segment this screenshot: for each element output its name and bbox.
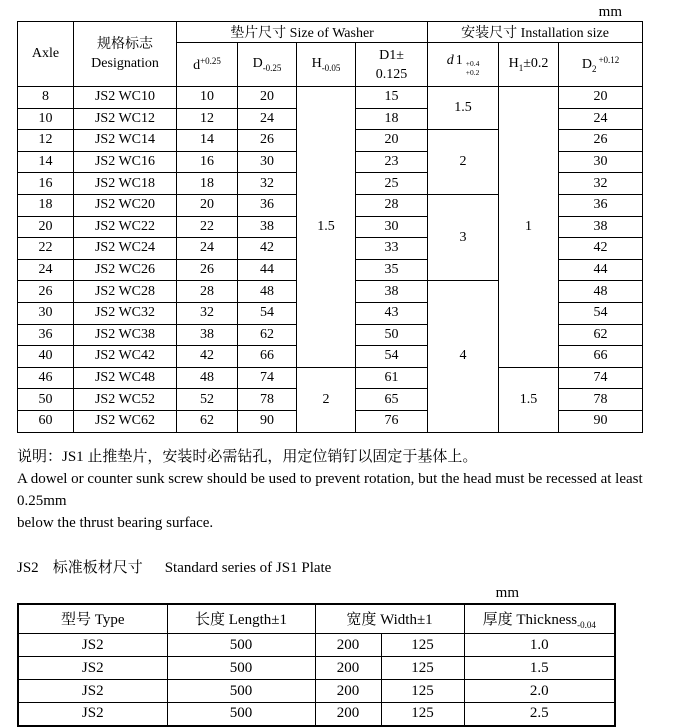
col-header-length: 长度 Length±1 [167,604,315,634]
cell-designation: JS2 WC12 [74,108,177,130]
cell-designation: JS2 WC18 [74,173,177,195]
cell-axle: 26 [18,281,74,303]
cell-width-b: 125 [381,680,464,703]
cell-D: 36 [238,194,297,216]
d1-tolerance-stack [466,59,480,77]
cell-D: 42 [238,238,297,260]
cell-d1-merged: 1.5 [428,87,499,130]
cell-d: 20 [177,194,238,216]
cell-length: 500 [167,703,315,726]
cell-designation: JS2 WC62 [74,410,177,432]
cell-D1: 35 [356,259,428,281]
cell-D1: 15 [356,87,428,109]
D-symbol: D [252,56,263,71]
cell-designation: JS2 WC28 [74,281,177,303]
cell-d: 38 [177,324,238,346]
note-english-line2: below the thrust bearing surface. [17,514,214,531]
cell-thickness: 2.0 [464,680,615,703]
H-symbol: H [311,56,322,71]
cell-designation: JS2 WC32 [74,302,177,324]
cell-D2: 78 [559,389,643,411]
section2-heading [17,560,680,577]
table-row [18,367,643,389]
cell-D: 48 [238,281,297,303]
plate-size-table [17,603,616,727]
cell-designation: JS2 WC38 [74,324,177,346]
cell-D: 44 [238,259,297,281]
col-header-d1 [428,43,499,87]
cell-D2: 26 [559,130,643,152]
D1-symbol: D1± [379,47,404,63]
cell-D1: 61 [356,367,428,389]
cell-D: 20 [238,87,297,109]
cell-width-a: 200 [315,680,381,703]
cell-D1: 65 [356,389,428,411]
cell-D: 90 [238,410,297,432]
H1-symbol: H [508,56,519,71]
cell-D1: 33 [356,238,428,260]
cell-H1-merged: 1 [499,87,559,368]
cell-d1-merged: 2 [428,130,499,195]
cell-type: JS2 [18,657,167,680]
col-header-D2 [559,43,643,87]
D2-tolerance: +0.12 [598,55,620,65]
cell-D: 78 [238,389,297,411]
D2-symbol: D [581,57,592,72]
table-row [18,87,643,109]
cell-D1: 18 [356,108,428,130]
cell-d: 12 [177,108,238,130]
table-row [18,657,615,680]
cell-designation: JS2 WC14 [74,130,177,152]
cell-axle: 60 [18,410,74,432]
cell-designation: JS2 WC16 [74,151,177,173]
cell-axle: 36 [18,324,74,346]
table1-group-header-row [18,22,643,43]
d1-tolerance-upper: +0.4 [465,58,480,68]
d1-symbol: d [446,52,454,68]
cell-D: 74 [238,367,297,389]
cell-axle: 30 [18,302,74,324]
designation-en: Designation [91,56,159,71]
d1-number: 1 [455,52,463,68]
H-tolerance: -0.05 [321,63,341,73]
cell-axle: 16 [18,173,74,195]
cell-axle: 50 [18,389,74,411]
cell-D: 38 [238,216,297,238]
cell-D1: 50 [356,324,428,346]
cell-D2: 38 [559,216,643,238]
H1-subscript: 1 [518,63,524,73]
note-english [17,468,680,534]
cell-type: JS2 [18,680,167,703]
cell-D1: 28 [356,194,428,216]
d-symbol: d [193,57,201,73]
group-header-washer-size: 垫片尺寸 Size of Washer [177,22,428,43]
col-header-designation [74,22,177,87]
cell-width-a: 200 [315,703,381,726]
cell-designation: JS2 WC26 [74,259,177,281]
cell-D2: 90 [559,410,643,432]
col-header-d [177,43,238,87]
note-chinese: 说明：JS1 止推垫片，安装时必需钻孔，用定位销钉以固定于基体上。 [17,448,478,465]
cell-length: 500 [167,680,315,703]
D1-tolerance: 0.125 [375,66,408,82]
cell-D2: 66 [559,346,643,368]
cell-D: 30 [238,151,297,173]
cell-D2: 24 [559,108,643,130]
section2-title-cn: 标准板材尺寸 [52,559,143,576]
cell-designation: JS2 WC20 [74,194,177,216]
cell-width-b: 125 [381,657,464,680]
cell-D1: 76 [356,410,428,432]
table2-header-row [18,604,615,634]
cell-d: 42 [177,346,238,368]
cell-designation: JS2 WC24 [74,238,177,260]
table-row [18,634,615,657]
note-english-line1: A dowel or counter sunk screw should be used to prevent rotation, but the head must be recessed at least 0.25mm [17,470,643,509]
cell-d1-merged: 3 [428,194,499,280]
cell-d: 28 [177,281,238,303]
cell-D1: 23 [356,151,428,173]
cell-D: 62 [238,324,297,346]
cell-axle: 46 [18,367,74,389]
cell-type: JS2 [18,634,167,657]
cell-D2: 30 [559,151,643,173]
section2-title-en: Standard series of JS1 Plate [164,559,332,576]
cell-D2: 20 [559,87,643,109]
cell-axle: 20 [18,216,74,238]
cell-width-a: 200 [315,634,381,657]
D-tolerance: -0.25 [262,63,282,73]
cell-type: JS2 [18,703,167,726]
cell-axle: 14 [18,151,74,173]
cell-thickness: 1.0 [464,634,615,657]
cell-D1: 30 [356,216,428,238]
d-tolerance: +0.25 [200,55,221,66]
col-header-D [238,43,297,87]
table-row [18,680,615,703]
cell-d: 26 [177,259,238,281]
cell-H-merged: 1.5 [297,87,356,368]
col-header-H1 [499,43,559,87]
cell-D2: 74 [559,367,643,389]
cell-axle: 22 [18,238,74,260]
cell-d: 52 [177,389,238,411]
cell-D2: 32 [559,173,643,195]
cell-thickness: 2.5 [464,703,615,726]
col-header-type: 型号 Type [18,604,167,634]
cell-D2: 48 [559,281,643,303]
cell-d1-merged: 4 [428,281,499,432]
cell-designation: JS2 WC42 [74,346,177,368]
cell-D: 24 [238,108,297,130]
cell-D: 26 [238,130,297,152]
D2-subscript: 2 [591,64,597,74]
cell-designation: JS2 WC48 [74,367,177,389]
cell-d: 16 [177,151,238,173]
cell-axle: 8 [18,87,74,109]
cell-D: 32 [238,173,297,195]
cell-H1-merged: 1.5 [499,367,559,432]
unit-label-top: mm [598,4,622,20]
cell-D2: 54 [559,302,643,324]
cell-d: 14 [177,130,238,152]
cell-axle: 18 [18,194,74,216]
cell-d: 22 [177,216,238,238]
H1-tolerance: ±0.2 [523,56,549,71]
designation-cn: 规格标志 [97,37,153,52]
col-header-width: 宽度 Width±1 [315,604,464,634]
cell-d: 48 [177,367,238,389]
cell-length: 500 [167,657,315,680]
cell-axle: 10 [18,108,74,130]
col-header-axle: Axle [18,22,74,87]
cell-D2: 62 [559,324,643,346]
cell-d: 32 [177,302,238,324]
cell-designation: JS2 WC10 [74,87,177,109]
cell-axle: 40 [18,346,74,368]
cell-D1: 38 [356,281,428,303]
cell-width-b: 125 [381,634,464,657]
cell-designation: JS2 WC22 [74,216,177,238]
cell-D1: 43 [356,302,428,324]
table-row [18,703,615,726]
cell-width-b: 125 [381,703,464,726]
section2-code: JS2 [17,559,39,576]
cell-d: 24 [177,238,238,260]
thickness-tolerance: -0.04 [577,619,596,630]
cell-designation: JS2 WC52 [74,389,177,411]
cell-length: 500 [167,634,315,657]
cell-D1: 20 [356,130,428,152]
cell-width-a: 200 [315,657,381,680]
col-header-D1 [356,43,428,87]
cell-d: 10 [177,87,238,109]
cell-D2: 42 [559,238,643,260]
cell-D: 66 [238,346,297,368]
col-header-H [297,43,356,87]
cell-D1: 25 [356,173,428,195]
col-header-thickness [464,604,615,634]
cell-D: 54 [238,302,297,324]
group-header-installation-size: 安装尺寸 Installation size [428,22,643,43]
thickness-label: 厚度 Thickness [482,611,578,628]
cell-D2: 44 [559,259,643,281]
washer-size-table [17,21,643,433]
unit-label-bottom: mm [495,584,519,601]
cell-axle: 24 [18,259,74,281]
cell-H-merged: 2 [297,367,356,432]
cell-D2: 36 [559,194,643,216]
d1-tolerance-lower: +0.2 [465,67,480,77]
cell-D1: 54 [356,346,428,368]
cell-d: 18 [177,173,238,195]
cell-axle: 12 [18,130,74,152]
cell-d: 62 [177,410,238,432]
cell-thickness: 1.5 [464,657,615,680]
